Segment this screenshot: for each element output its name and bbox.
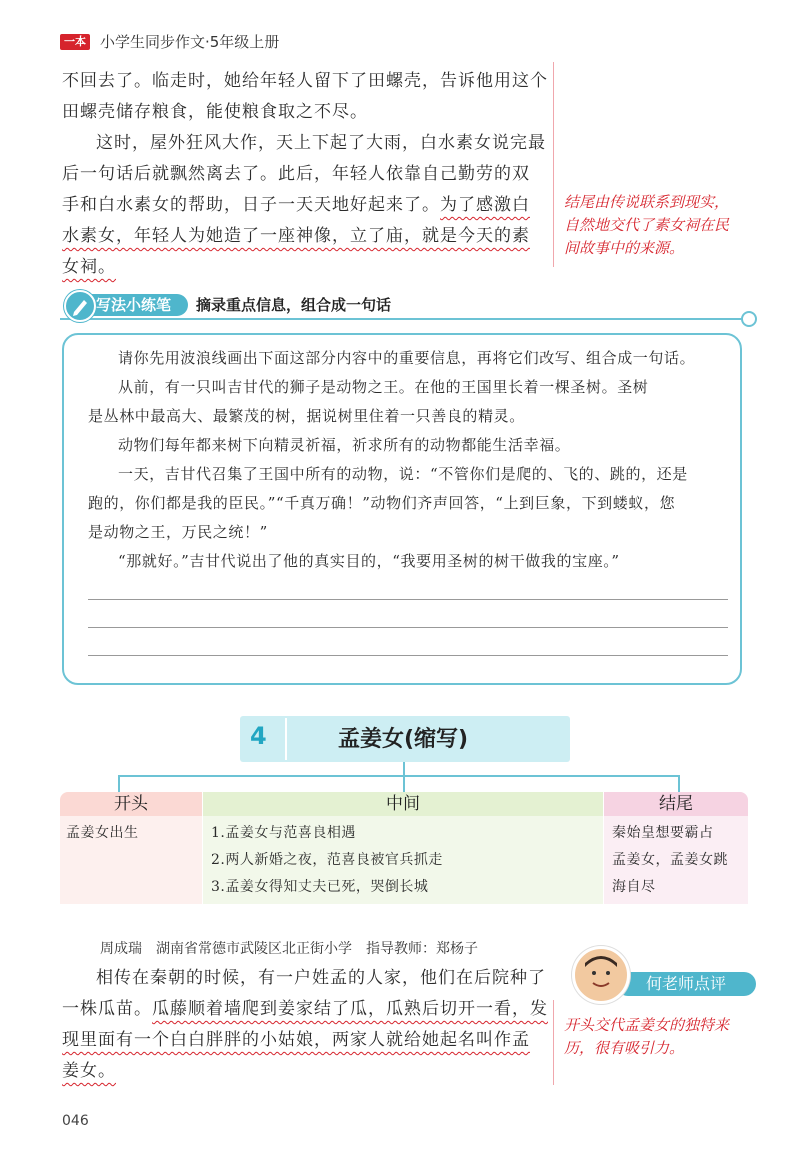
story-line: 这时，屋外狂风大作，天上下起了大雨，白水素女说完最: [96, 133, 546, 153]
book-title: 小学生同步作文·5年级上册: [100, 33, 280, 51]
outline-item: 秦始皇想要霸占: [612, 825, 714, 841]
story-line: 田螺壳储存粮食，能使粮食取之不尽。: [62, 102, 368, 122]
practice-label: 写法小练笔: [96, 296, 172, 314]
outline-end-header: 结尾: [604, 792, 748, 816]
story-line: [62, 252, 116, 283]
chapter-title: 孟姜女(缩写): [338, 727, 469, 752]
outline-item: 1.孟姜女与范喜良相遇: [211, 825, 356, 841]
highlighted-text: 女祠。: [62, 257, 116, 277]
practice-paragraph: 一天，吉甘代召集了王国中所有的动物，说：“不管你们是爬的、飞的、跳的，还是: [118, 465, 688, 483]
essay-text: 一株瓜苗。: [62, 999, 152, 1019]
teacher-comment-line: 开头交代孟姜女的独特来: [564, 1016, 730, 1034]
practice-paragraph: “那就好。”吉甘代说出了他的真实目的，“我要用圣树的树干做我的宝座。”: [118, 552, 620, 570]
highlighted-text: 水素女，年轻人为她造了一座神像，立了庙，就是今天的素: [62, 226, 530, 246]
practice-paragraph: 跑的，你们都是我的臣民。”“千真万确！”动物们齐声回答，“上到巨象，下到蝼蚁，您: [88, 494, 676, 512]
outline-start-body: [60, 816, 202, 904]
story-line: 不回去了。临走时，她给年轻人留下了田螺壳，告诉他用这个: [62, 71, 548, 91]
essay-line: [62, 1056, 116, 1087]
highlighted-text: 姜女。: [62, 1061, 116, 1081]
outline-end-body: [604, 816, 748, 904]
outline-start-header: 开头: [60, 792, 202, 816]
margin-divider: [553, 62, 554, 267]
practice-rule: [60, 318, 750, 320]
side-note-line: 间故事中的来源。: [564, 239, 685, 257]
page-number: 046: [62, 1113, 89, 1129]
tree-line: [678, 775, 680, 792]
practice-paragraph: 请你先用波浪线画出下面这部分内容中的重要信息，再将它们改写、组合成一句话。: [118, 349, 696, 367]
decor-dot: [741, 311, 757, 327]
pen-icon: [64, 290, 96, 322]
highlighted-text: 为了感激白: [440, 195, 530, 215]
outline-item: 孟姜女出生: [66, 825, 139, 841]
answer-line[interactable]: [88, 599, 728, 600]
tree-line: [118, 775, 678, 777]
teacher-comment-label: 何老师点评: [646, 974, 727, 993]
outline-item: 2.两人新婚之夜，范喜良被官兵抓走: [211, 852, 443, 868]
outline-item: 3.孟姜女得知丈夫已死，哭倒长城: [211, 879, 429, 895]
teacher-avatar: [572, 946, 630, 1004]
practice-paragraph: 动物们每年都来树下向精灵祈福，祈求所有的动物都能生活幸福。: [118, 436, 571, 454]
practice-paragraph: 是丛林中最高大、最繁茂的树，据说树里住着一只善良的精灵。: [88, 407, 525, 425]
story-line: 后一句话后就飘然离去了。此后，年轻人依靠自己勤劳的双: [62, 164, 530, 184]
tree-line: [118, 775, 120, 792]
outline-middle-header: 中间: [203, 792, 603, 816]
tree-line: [403, 762, 405, 776]
practice-paragraph: 是动物之王，万民之统！”: [88, 523, 268, 541]
margin-divider: [553, 1000, 554, 1085]
outline-middle-body: [203, 816, 603, 904]
tree-line: [403, 775, 405, 792]
essay-line: 相传在秦朝的时候，有一户姓孟的人家，他们在后院种了: [96, 968, 546, 988]
essay-line: [62, 994, 548, 1025]
author-byline: 周成瑞 湖南省常德市武陵区北正街小学 指导教师：郑杨子: [100, 941, 478, 957]
chapter-divider: [285, 718, 287, 760]
teacher-comment-line: 历，很有吸引力。: [564, 1039, 685, 1057]
outline-item: 孟姜女，孟姜女跳: [612, 852, 728, 868]
side-note-line: 结尾由传说联系到现实，: [564, 193, 730, 211]
answer-line[interactable]: [88, 627, 728, 628]
highlighted-text: 现里面有一个白白胖胖的小姑娘，两家人就给她起名叫作孟: [62, 1030, 530, 1050]
story-line: [62, 190, 530, 221]
highlighted-text: 瓜藤顺着墙爬到姜家结了瓜，瓜熟后切开一看，发: [152, 999, 548, 1019]
outline-item: 海自尽: [612, 879, 656, 895]
side-note-line: 自然地交代了素女祠在民: [564, 216, 730, 234]
practice-paragraph: 从前，有一只叫吉甘代的狮子是动物之王。在他的王国里长着一棵圣树。圣树: [118, 378, 649, 396]
practice-subtitle: 摘录重点信息，组合成一句话: [196, 296, 392, 314]
answer-line[interactable]: [88, 655, 728, 656]
chapter-number: 4: [250, 722, 267, 750]
brand-tag: 一本: [60, 34, 90, 50]
story-text: 手和白水素女的帮助，日子一天天地好起来了。: [62, 195, 440, 215]
